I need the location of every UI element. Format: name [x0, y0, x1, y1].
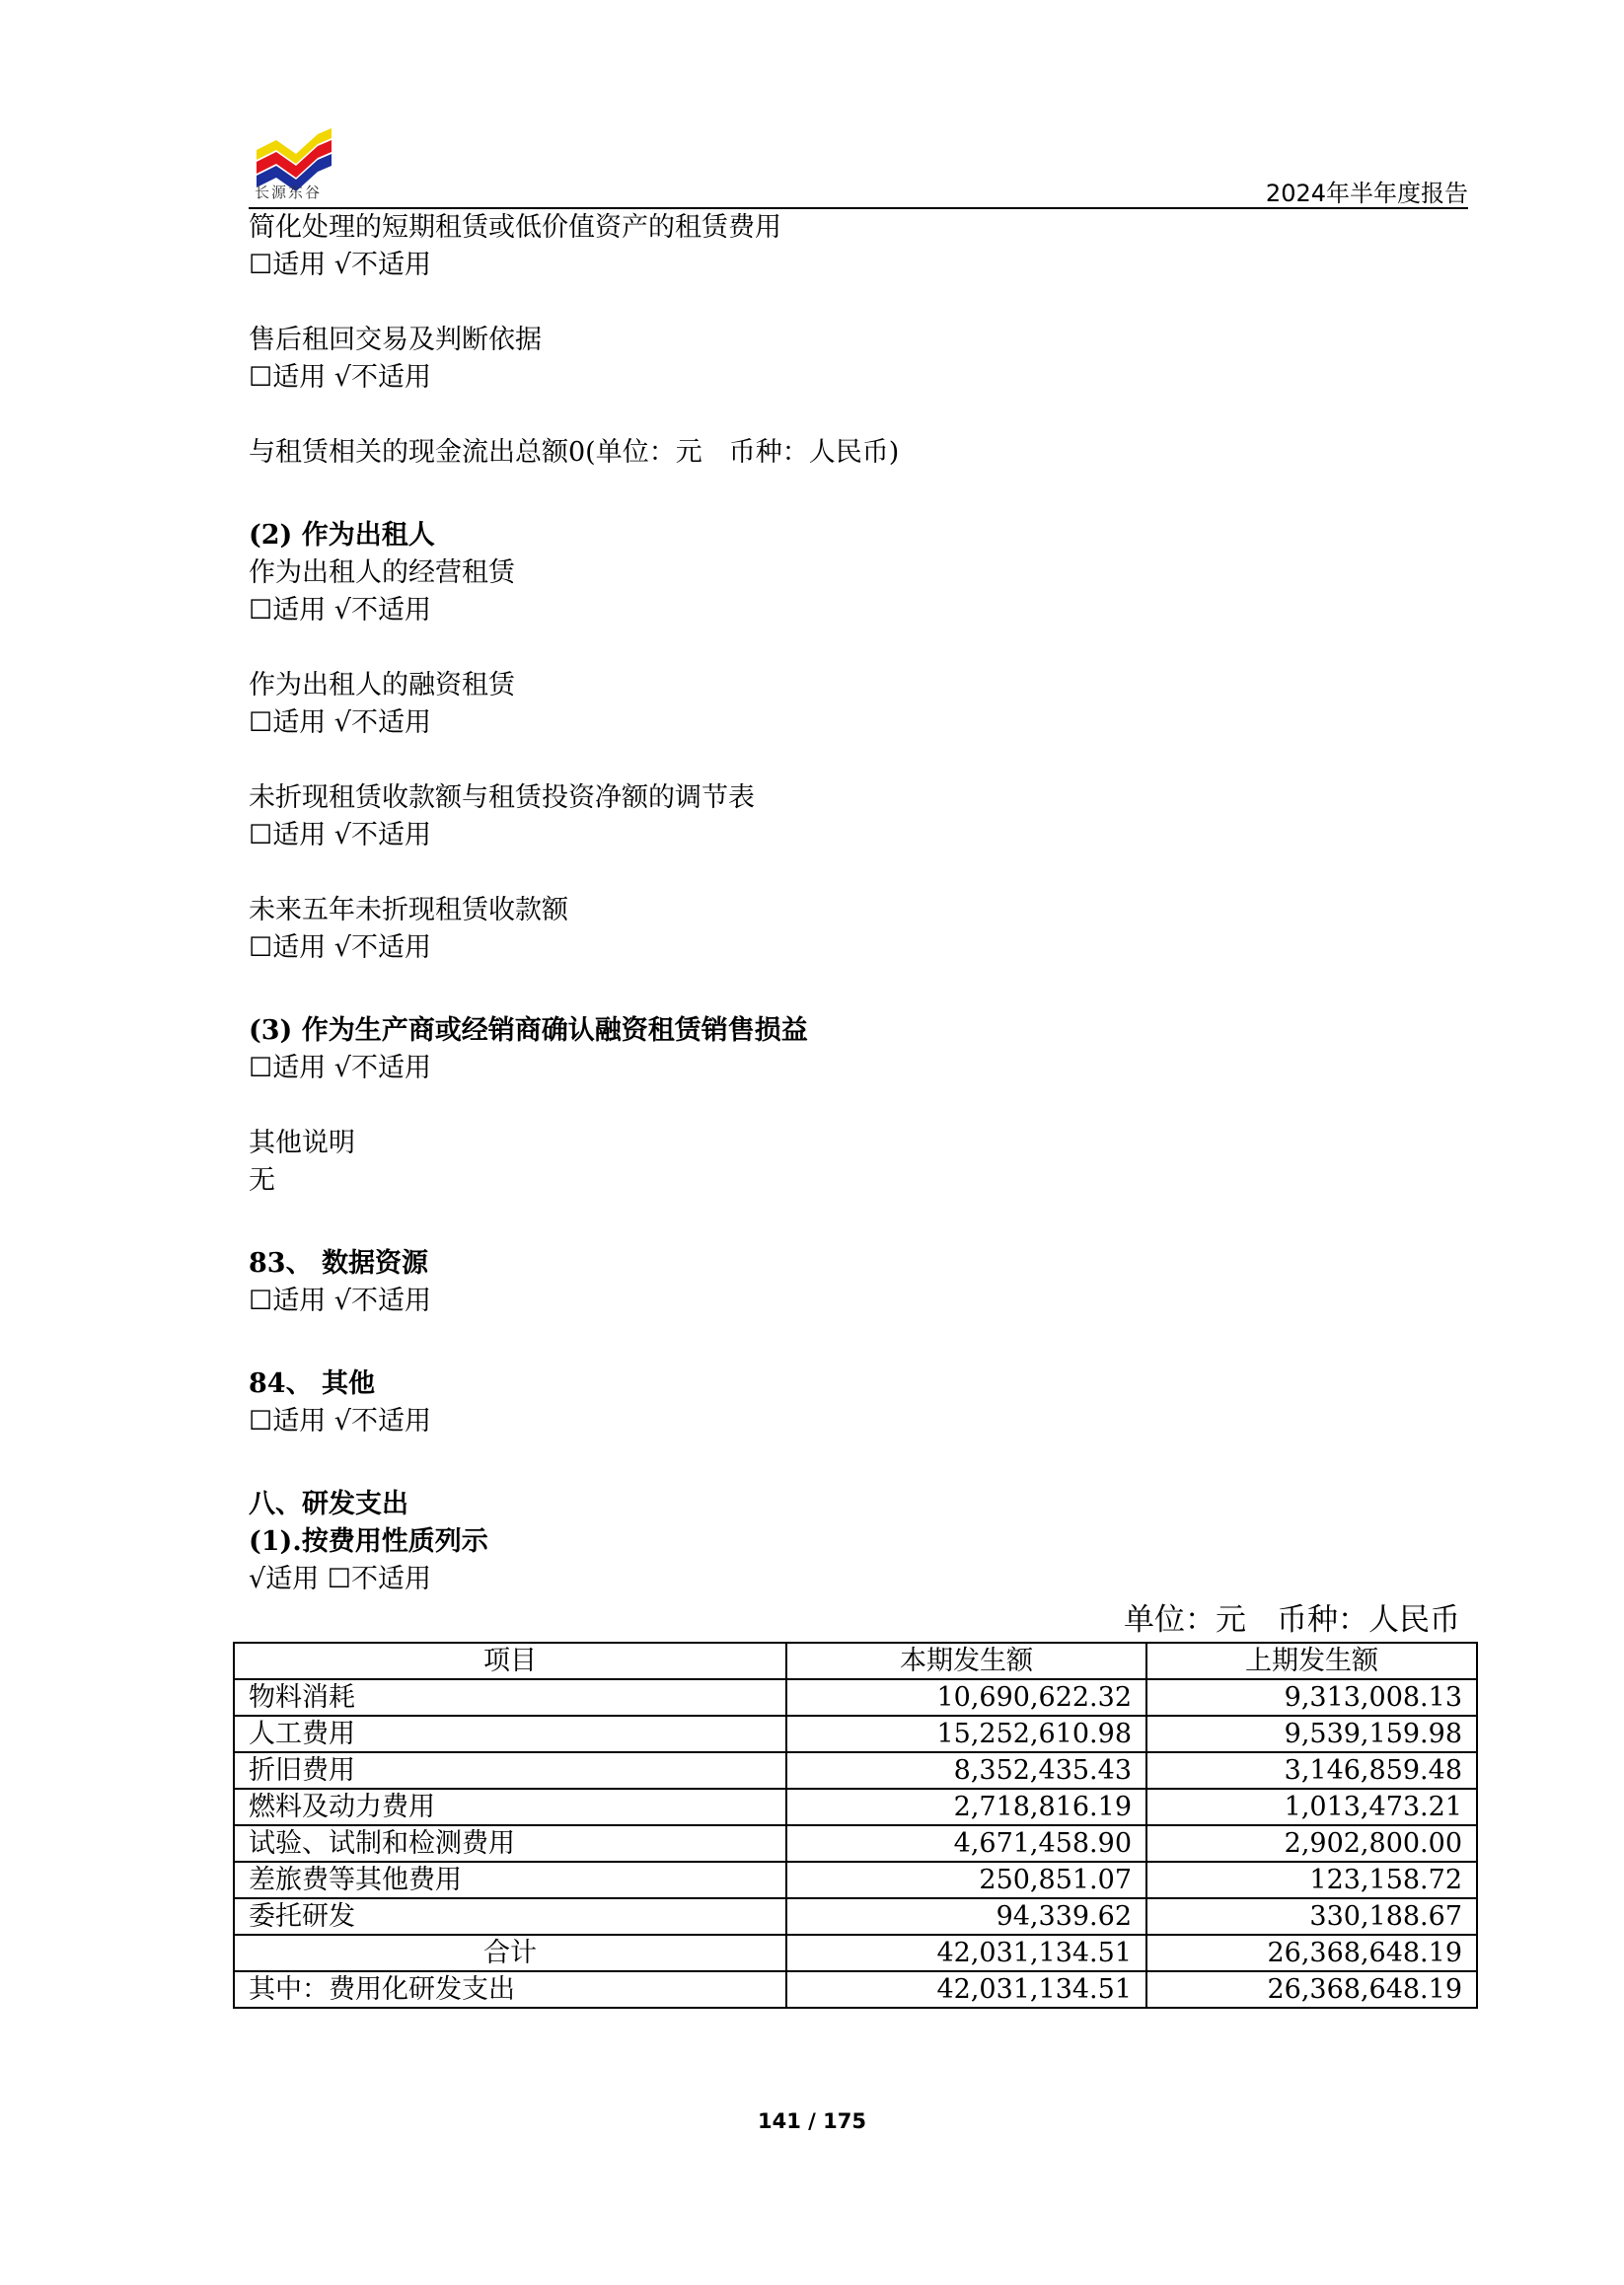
row-prior: 123,158.72 [1146, 1862, 1477, 1898]
row-label: 委托研发 [234, 1898, 786, 1935]
row-prior: 330,188.67 [1146, 1898, 1477, 1935]
five-year-title: 未来五年未折现租赁收款额 [249, 895, 568, 925]
other-applicability: ☐适用 √不适用 [249, 1406, 431, 1437]
row-label: 合计 [234, 1935, 786, 1971]
row-prior: 9,313,008.13 [1146, 1679, 1477, 1716]
row-prior: 26,368,648.19 [1146, 1971, 1477, 2008]
row-prior: 26,368,648.19 [1146, 1935, 1477, 1971]
sale-leaseback-applicability: ☐适用 √不适用 [249, 362, 431, 393]
row-label: 试验、试制和检测费用 [234, 1825, 786, 1862]
row-current: 42,031,134.51 [786, 1935, 1146, 1971]
row-current: 4,671,458.90 [786, 1825, 1146, 1862]
five-year-applicability: ☐适用 √不适用 [249, 932, 431, 963]
company-logo-text: 长源东谷 [255, 184, 323, 201]
page-number: 141 / 175 [758, 2109, 866, 2133]
row-current: 2,718,816.19 [786, 1789, 1146, 1825]
row-current: 15,252,610.98 [786, 1716, 1146, 1752]
other-notes-title: 其他说明 [249, 1128, 355, 1158]
table-row [234, 1752, 1477, 1789]
data-resources-heading: 83、 数据资源 [249, 1248, 428, 1279]
table-header-row [234, 1643, 1477, 1679]
table-row [234, 1679, 1477, 1716]
row-prior: 3,146,859.48 [1146, 1752, 1477, 1789]
report-title: 2024年半年度报告 [1265, 180, 1468, 207]
short-term-lease-applicability: ☐适用 √不适用 [249, 250, 431, 280]
other-heading: 84、 其他 [249, 1368, 375, 1399]
table-row [234, 1716, 1477, 1752]
row-current: 250,851.07 [786, 1862, 1146, 1898]
row-current: 10,690,622.32 [786, 1679, 1146, 1716]
table-row [234, 1825, 1477, 1862]
lessor-operating-title: 作为出租人的经营租赁 [249, 557, 515, 588]
table-row [234, 1898, 1477, 1935]
row-label: 其中：费用化研发支出 [234, 1971, 786, 2008]
row-current: 94,339.62 [786, 1898, 1146, 1935]
header-cell-item: 项目 [234, 1643, 786, 1679]
rd-heading: 八、研发支出 [249, 1489, 408, 1519]
rd-applicability: √适用 ☐不适用 [249, 1564, 431, 1594]
row-prior: 9,539,159.98 [1146, 1716, 1477, 1752]
lessor-finance-title: 作为出租人的融资租赁 [249, 670, 515, 700]
table-row-total [234, 1935, 1477, 1971]
table-row [234, 1971, 1477, 2008]
header-cell-current: 本期发生额 [786, 1643, 1146, 1679]
short-term-lease-title: 简化处理的短期租赁或低价值资产的租赁费用 [249, 212, 781, 243]
reconciliation-title: 未折现租赁收款额与租赁投资净额的调节表 [249, 782, 755, 813]
row-label: 燃料及动力费用 [234, 1789, 786, 1825]
lessor-operating-applicability: ☐适用 √不适用 [249, 595, 431, 626]
rd-expense-table [233, 1642, 1478, 2009]
lease-cash-outflow: 与租赁相关的现金流出总额0(单位：元 币种：人民币) [249, 437, 900, 468]
other-notes-value: 无 [249, 1165, 275, 1196]
page-content [249, 209, 1472, 2009]
reconciliation-applicability: ☐适用 √不适用 [249, 820, 431, 850]
table-row [234, 1789, 1477, 1825]
row-label: 差旅费等其他费用 [234, 1862, 786, 1898]
row-prior: 1,013,473.21 [1146, 1789, 1477, 1825]
row-label: 物料消耗 [234, 1679, 786, 1716]
row-current: 8,352,435.43 [786, 1752, 1146, 1789]
manufacturer-applicability: ☐适用 √不适用 [249, 1053, 431, 1083]
row-prior: 2,902,800.00 [1146, 1825, 1477, 1862]
rd-sub-heading: (1).按费用性质列示 [249, 1526, 488, 1557]
manufacturer-heading: (3) 作为生产商或经销商确认融资租赁销售损益 [249, 1015, 808, 1046]
table-row [234, 1862, 1477, 1898]
row-current: 42,031,134.51 [786, 1971, 1146, 2008]
lessor-heading: (2) 作为出租人 [249, 520, 435, 551]
row-label: 折旧费用 [234, 1752, 786, 1789]
data-resources-applicability: ☐适用 √不适用 [249, 1286, 431, 1316]
row-label: 人工费用 [234, 1716, 786, 1752]
header-cell-prior: 上期发生额 [1146, 1643, 1477, 1679]
sale-leaseback-title: 售后租回交易及判断依据 [249, 325, 542, 355]
unit-label: 单位：元 币种：人民币 [1124, 1602, 1460, 1638]
lessor-finance-applicability: ☐适用 √不适用 [249, 707, 431, 738]
